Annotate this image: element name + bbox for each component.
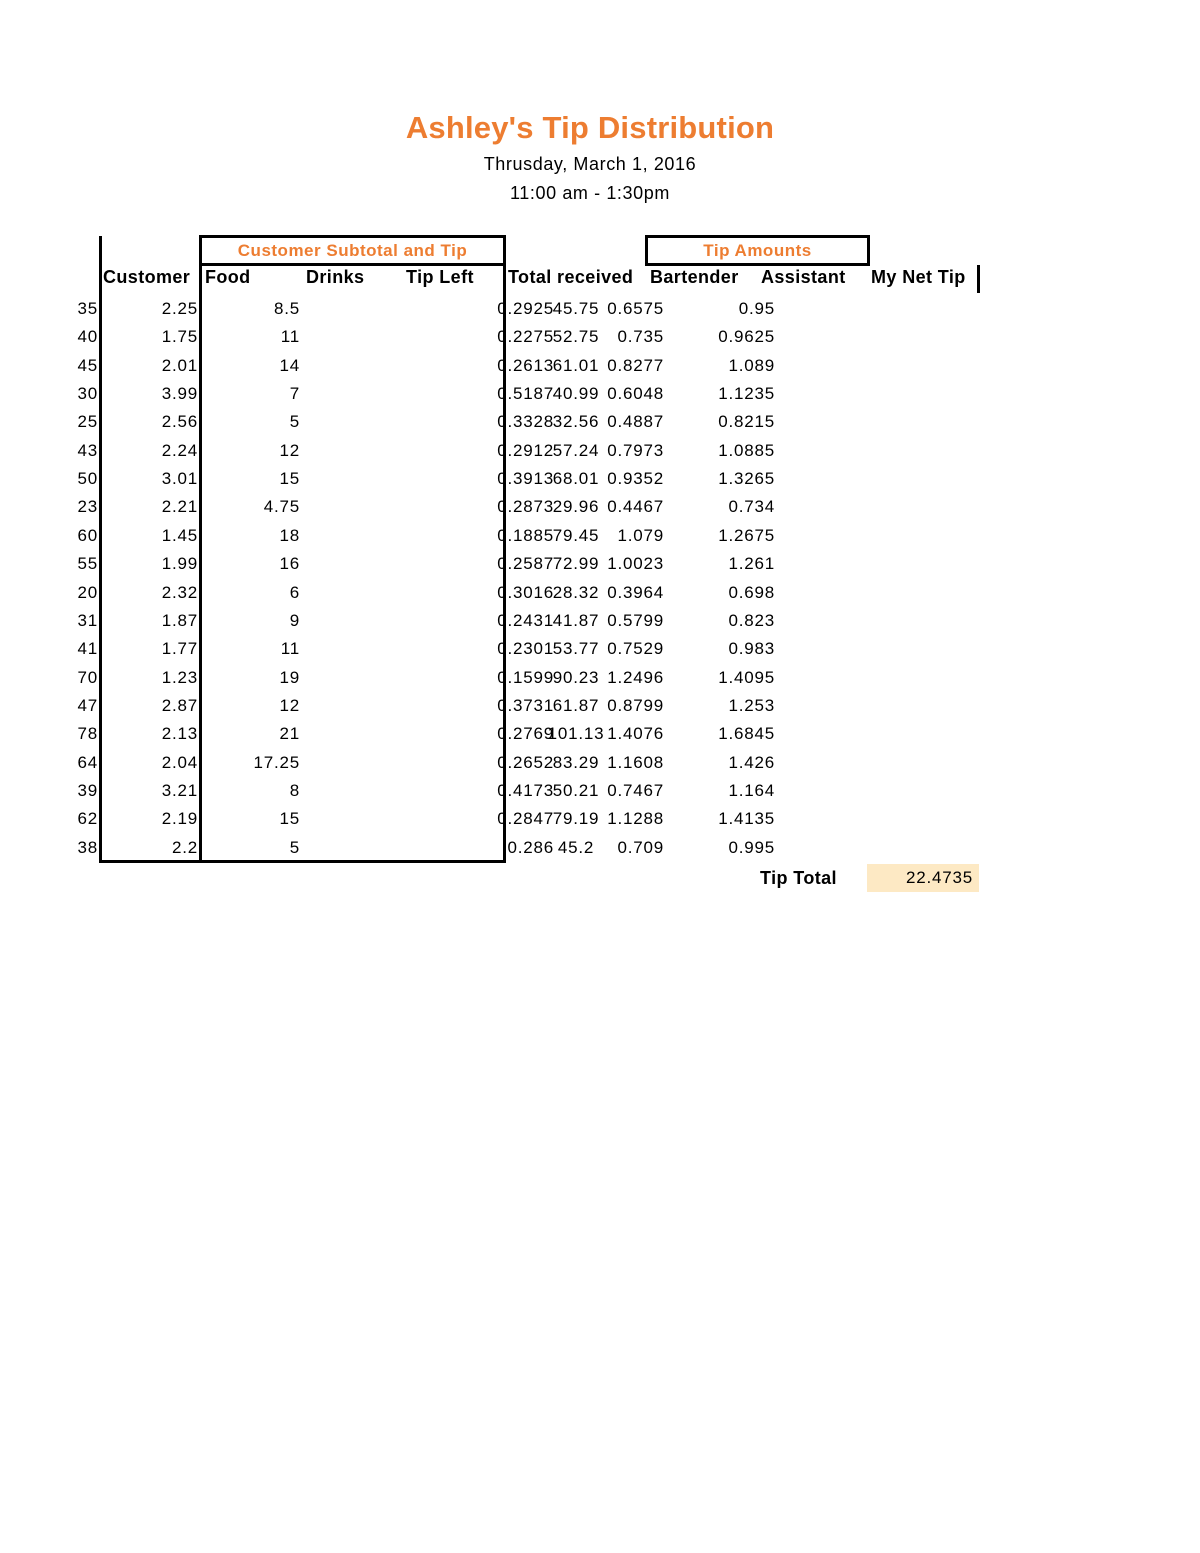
table-row xyxy=(0,579,1000,607)
header-drinks: Drinks xyxy=(306,267,365,287)
assistant-cell: 1.4076 xyxy=(607,724,664,744)
my-net-tip-cell: 1.253 xyxy=(728,695,775,715)
assistant-cell: 0.6048 xyxy=(607,384,664,404)
customer-subtotal-group-header: Customer Subtotal and Tip xyxy=(199,235,506,266)
drinks-cell: 2.56 xyxy=(161,412,198,432)
my-net-tip-cell: 0.983 xyxy=(728,639,775,659)
assistant-cell: 0.4887 xyxy=(607,412,664,432)
food-cell: 50 xyxy=(77,469,98,489)
bartender-cell: 0.2873 xyxy=(497,497,554,517)
food-cell: 35 xyxy=(77,299,98,318)
drinks-cell: 2.13 xyxy=(161,724,198,744)
table-row xyxy=(0,352,1000,380)
tip-amounts-group-header: Tip Amounts xyxy=(645,235,870,266)
header-total-received: Total received xyxy=(508,267,634,287)
table-row xyxy=(0,408,1000,436)
food-cell: 70 xyxy=(77,667,98,687)
time-line: 11:00 am - 1:30pm xyxy=(510,183,670,203)
header-customer: Customer xyxy=(103,267,191,287)
tip-left-cell: 17.25 xyxy=(253,752,300,772)
drinks-cell: 1.45 xyxy=(161,525,198,545)
table-row xyxy=(0,777,1000,805)
food-cell: 23 xyxy=(77,497,98,517)
drinks-cell: 2.25 xyxy=(161,299,198,318)
table-row xyxy=(0,749,1000,777)
bartender-cell: 0.2431 xyxy=(497,610,554,630)
assistant-cell: 0.7973 xyxy=(607,440,664,460)
tip-left-cell: 8.5 xyxy=(273,299,300,318)
food-cell: 47 xyxy=(77,695,98,715)
total-received-cell: 53.77 xyxy=(552,639,600,659)
tip-left-cell: 16 xyxy=(279,554,300,574)
drinks-cell: 3.21 xyxy=(161,780,198,800)
tip-left-cell: 9 xyxy=(289,610,300,630)
net-tip-header-divider xyxy=(977,265,980,293)
assistant-cell: 1.2496 xyxy=(607,667,664,687)
bartender-cell: 0.2925 xyxy=(497,299,554,318)
assistant-cell: 0.7467 xyxy=(607,780,664,800)
tip-left-cell: 5 xyxy=(289,837,300,857)
table-row xyxy=(0,692,1000,720)
assistant-cell: 0.4467 xyxy=(607,497,664,517)
table-row xyxy=(0,550,1000,578)
drinks-cell: 2.2 xyxy=(171,837,198,857)
my-net-tip-cell: 1.4095 xyxy=(718,667,775,687)
drinks-cell: 2.04 xyxy=(161,752,198,772)
tip-left-cell: 5 xyxy=(289,412,300,432)
table-row xyxy=(0,635,1000,663)
bartender-cell: 0.1599 xyxy=(497,667,554,687)
drinks-cell: 2.32 xyxy=(161,582,198,602)
assistant-cell: 0.3964 xyxy=(607,582,664,602)
food-cell: 31 xyxy=(77,610,98,630)
table-row xyxy=(0,834,1000,862)
drinks-cell: 2.21 xyxy=(161,497,198,517)
tip-left-cell: 4.75 xyxy=(263,497,300,517)
page-title: Ashley's Tip Distribution xyxy=(405,110,775,145)
my-net-tip-cell: 1.2675 xyxy=(718,525,775,545)
assistant-cell: 0.8277 xyxy=(607,355,664,375)
table-row xyxy=(0,720,1000,748)
drinks-cell: 1.87 xyxy=(161,610,198,630)
my-net-tip-cell: 1.426 xyxy=(728,752,775,772)
bartender-cell: 0.2912 xyxy=(497,440,554,460)
bartender-cell: 0.3328 xyxy=(497,412,554,432)
header-bartender: Bartender xyxy=(650,267,739,287)
total-received-cell: 45.75 xyxy=(552,299,600,318)
assistant-cell: 0.5799 xyxy=(607,610,664,630)
total-received-cell: 83.29 xyxy=(552,752,600,772)
table-row xyxy=(0,323,1000,351)
my-net-tip-cell: 1.3265 xyxy=(718,469,775,489)
assistant-cell: 1.0023 xyxy=(607,554,664,574)
assistant-cell: 1.1608 xyxy=(607,752,664,772)
total-received-cell: 40.99 xyxy=(552,384,600,404)
bartender-cell: 0.2769 xyxy=(497,724,554,744)
total-received-cell: 72.99 xyxy=(552,554,600,574)
my-net-tip-cell: 1.089 xyxy=(728,355,775,375)
my-net-tip-cell: 0.95 xyxy=(738,299,775,318)
total-received-cell: 28.32 xyxy=(552,582,600,602)
drinks-cell: 3.99 xyxy=(161,384,198,404)
tip-left-cell: 6 xyxy=(289,582,300,602)
bartender-cell: 0.2275 xyxy=(497,327,554,347)
assistant-cell: 0.6575 xyxy=(607,299,664,318)
tip-left-cell: 21 xyxy=(279,724,300,744)
drinks-cell: 3.01 xyxy=(161,469,198,489)
bartender-cell: 0.2587 xyxy=(497,554,554,574)
tip-left-cell: 12 xyxy=(279,695,300,715)
tip-left-cell: 19 xyxy=(279,667,300,687)
food-cell: 60 xyxy=(77,525,98,545)
my-net-tip-cell: 1.1235 xyxy=(718,384,775,404)
food-cell: 39 xyxy=(77,780,98,800)
total-received-cell: 101.13 xyxy=(547,724,605,744)
bartender-cell: 0.3913 xyxy=(497,469,554,489)
total-received-cell: 50.21 xyxy=(552,780,600,800)
food-cell: 41 xyxy=(77,639,98,659)
bartender-cell: 0.2613 xyxy=(497,355,554,375)
tip-left-cell: 11 xyxy=(280,639,300,659)
assistant-cell: 0.9352 xyxy=(607,469,664,489)
food-cell: 78 xyxy=(77,724,98,744)
tip-left-cell: 15 xyxy=(279,809,300,829)
table-row xyxy=(0,664,1000,692)
drinks-cell: 1.75 xyxy=(161,327,198,347)
my-net-tip-cell: 0.9625 xyxy=(718,327,775,347)
drinks-cell: 2.19 xyxy=(161,809,198,829)
total-received-cell: 68.01 xyxy=(552,469,600,489)
food-cell: 30 xyxy=(77,384,98,404)
header-my-net-tip: My Net Tip xyxy=(871,267,966,287)
my-net-tip-cell: 0.823 xyxy=(728,610,775,630)
tip-left-cell: 7 xyxy=(289,384,300,404)
total-received-cell: 79.45 xyxy=(552,525,600,545)
drinks-cell: 1.77 xyxy=(161,639,198,659)
table-row xyxy=(0,607,1000,635)
assistant-cell: 0.709 xyxy=(617,837,664,857)
total-received-cell: 57.24 xyxy=(552,440,600,460)
my-net-tip-cell: 0.698 xyxy=(728,582,775,602)
food-cell: 62 xyxy=(77,809,98,829)
total-received-cell: 52.75 xyxy=(552,327,600,347)
tip-left-cell: 8 xyxy=(289,780,300,800)
drinks-cell: 2.24 xyxy=(161,440,198,460)
my-net-tip-cell: 1.0885 xyxy=(718,440,775,460)
table-row xyxy=(0,380,1000,408)
my-net-tip-cell: 1.261 xyxy=(728,554,775,574)
bartender-cell: 0.3731 xyxy=(497,695,554,715)
total-received-cell: 79.19 xyxy=(552,809,600,829)
bartender-cell: 0.2301 xyxy=(497,639,554,659)
bartender-cell: 0.5187 xyxy=(497,384,554,404)
food-cell: 40 xyxy=(77,327,98,347)
table-row xyxy=(0,437,1000,465)
total-received-cell: 61.01 xyxy=(552,355,600,375)
total-received-cell: 90.23 xyxy=(552,667,600,687)
tip-total-value: 22.4735 xyxy=(867,864,979,892)
my-net-tip-cell: 1.4135 xyxy=(718,809,775,829)
table-row xyxy=(0,805,1000,833)
bartender-cell: 0.286 xyxy=(507,837,554,857)
drinks-cell: 2.87 xyxy=(161,695,198,715)
total-received-cell: 29.96 xyxy=(552,497,600,517)
total-received-cell: 61.87 xyxy=(552,695,600,715)
drinks-cell: 1.99 xyxy=(161,554,198,574)
my-net-tip-cell: 0.8215 xyxy=(718,412,775,432)
total-received-cell: 32.56 xyxy=(552,412,600,432)
drinks-cell: 1.23 xyxy=(161,667,198,687)
food-cell: 55 xyxy=(77,554,98,574)
food-cell: 20 xyxy=(77,582,98,602)
tip-left-cell: 15 xyxy=(279,469,300,489)
my-net-tip-cell: 1.6845 xyxy=(718,724,775,744)
header-assistant: Assistant xyxy=(761,267,846,287)
tip-left-cell: 14 xyxy=(279,355,300,375)
my-net-tip-cell: 0.995 xyxy=(728,837,775,857)
food-cell: 45 xyxy=(77,355,98,375)
bartender-cell: 0.1885 xyxy=(497,525,554,545)
bartender-cell: 0.2847 xyxy=(497,809,554,829)
my-net-tip-cell: 1.164 xyxy=(728,780,775,800)
drinks-cell: 2.01 xyxy=(161,355,198,375)
assistant-cell: 1.1288 xyxy=(607,809,664,829)
bartender-cell: 0.4173 xyxy=(497,780,554,800)
table-row xyxy=(0,465,1000,493)
food-cell: 25 xyxy=(77,412,98,432)
assistant-cell: 0.8799 xyxy=(607,695,664,715)
food-cell: 43 xyxy=(77,440,98,460)
table-row xyxy=(0,522,1000,550)
assistant-cell: 0.735 xyxy=(617,327,664,347)
table-row xyxy=(0,493,1000,521)
total-received-cell: 41.87 xyxy=(552,610,600,630)
total-received-cell: 45.2 xyxy=(557,837,595,857)
header-tip-left: Tip Left xyxy=(406,267,474,287)
header-food: Food xyxy=(205,267,251,287)
tip-left-cell: 12 xyxy=(279,440,300,460)
tip-total-label: Tip Total xyxy=(760,868,837,888)
tip-left-cell: 18 xyxy=(279,525,300,545)
bartender-cell: 0.3016 xyxy=(497,582,554,602)
my-net-tip-cell: 0.734 xyxy=(728,497,775,517)
assistant-cell: 1.079 xyxy=(617,525,664,545)
bartender-cell: 0.2652 xyxy=(497,752,554,772)
food-cell: 38 xyxy=(77,837,98,857)
assistant-cell: 0.7529 xyxy=(607,639,664,659)
tip-left-cell: 11 xyxy=(280,327,300,347)
food-cell: 64 xyxy=(77,752,98,772)
date-line: Thrusday, March 1, 2016 xyxy=(483,154,697,174)
table-row xyxy=(0,295,1000,323)
